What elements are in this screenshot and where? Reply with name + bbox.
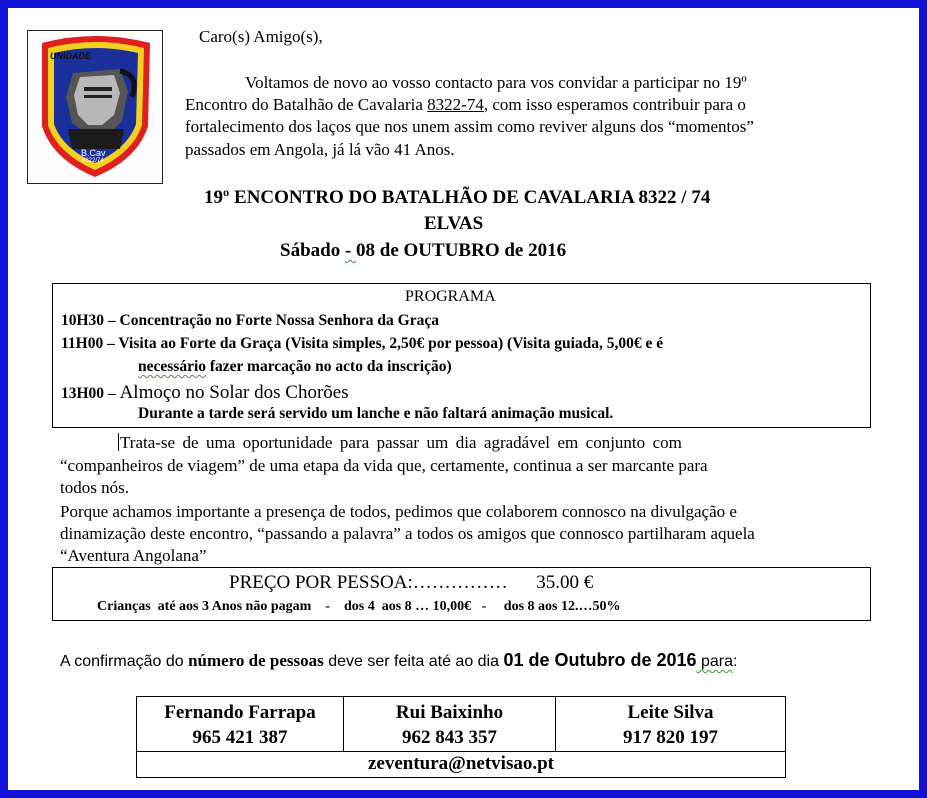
contact-name: Leite Silva <box>627 702 714 723</box>
letter-greeting: Caro(s) Amigo(s), <box>199 27 323 46</box>
program-item-3-sub: Durante a tarde será servido um lanche e não faltará animação musical. <box>138 405 614 422</box>
unit-logo <box>27 30 163 184</box>
confirmation-colon: : <box>732 653 738 670</box>
event-title: 19º ENCONTRO DO BATALHÃO DE CAVALARIA 8322 / 74 <box>204 187 711 208</box>
text-cursor <box>118 433 119 451</box>
price-children: Crianças até aos 3 Anos não pagam - dos 4 aos 8 … 10,00€ - dos 8 aos 12.…50% <box>97 599 621 614</box>
program-item-3 <box>61 382 349 404</box>
contact-cell <box>344 697 556 751</box>
letter-intro-line-3: fortalecimento dos laços que nos unem assim como reviver alguns dos “momentos” <box>185 117 754 136</box>
body-line-1 <box>118 432 682 454</box>
date-rest: 08 de OUTUBRO de 2016 <box>356 240 567 261</box>
date-dash: - <box>344 240 357 261</box>
contacts-table <box>136 696 786 778</box>
price-main: PREÇO POR PESSOA:…………… 35.00 € <box>229 572 594 593</box>
confirmation-part: para <box>696 653 733 670</box>
spell-word: necessário <box>138 358 207 375</box>
letter-intro-line-1: Voltamos de novo ao vosso contacto para vos convidar a participar no 19º <box>245 73 747 92</box>
logo-text-number: 8322/74 <box>82 158 104 164</box>
intro-text: Encontro do Batalhão de Cavalaria <box>185 95 428 114</box>
battalion-number: 8322-74 <box>427 95 484 114</box>
contact-name: Rui Baixinho <box>395 702 504 723</box>
price-box <box>52 567 871 621</box>
letter-intro-line-2 <box>185 94 746 116</box>
contact-cell <box>137 697 344 751</box>
confirmation-date: 01 de Outubro de 2016 <box>503 650 697 670</box>
contact-cell <box>556 697 785 751</box>
intro-text-cont: , com isso esperamos contribuir para o <box>483 95 746 114</box>
body-line-3: todos nós. <box>60 478 129 497</box>
event-date <box>280 240 566 262</box>
confirmation-text <box>60 650 737 671</box>
confirmation-bold: número de pessoas <box>188 651 324 670</box>
program-item-2: 11H00 – Visita ao Forte da Graça (Visita simples, 2,50€ por pessoa) (Visita guiada, 5,00€ e é <box>61 335 664 352</box>
letter-intro-line-4: passados em Angola, já lá vão 41 Anos. <box>185 140 455 159</box>
logo-text-bottom: B.Cav <box>81 148 106 158</box>
program-item-3-text: Almoço no Solar dos Chorões <box>119 382 349 403</box>
program-heading: PROGRAMA <box>405 288 496 305</box>
contacts-divider <box>137 751 785 752</box>
contact-phone: 917 820 197 <box>623 727 718 748</box>
program-item-2-rest: fazer marcação no acto da inscrição) <box>206 358 452 375</box>
body-line-6: “Aventura Angolana” <box>60 546 207 565</box>
contact-email[interactable]: zeventura@netvisao.pt <box>367 753 554 774</box>
program-item-1: 10H30 – Concentração no Forte Nossa Senhora da Graça <box>61 312 439 329</box>
contact-phone: 965 421 387 <box>192 727 288 748</box>
confirmation-part: deve ser feita até ao dia <box>323 653 504 670</box>
body-line-4: Porque achamos importante a presença de todos, pedimos que colaborem connosco na divulgação e <box>60 502 737 521</box>
contact-name: Fernando Farrapa <box>164 702 316 723</box>
body-line-1-text: Trata-se de uma oportunidade para passar um dia agradável em conjunto com <box>120 433 682 452</box>
program-box <box>52 283 871 428</box>
program-item-2-cont <box>138 358 452 376</box>
logo-text-top: UNIDADE <box>50 51 92 61</box>
date-prefix: Sábado <box>280 240 345 261</box>
contact-phone: 962 843 357 <box>402 727 497 748</box>
event-location: ELVAS <box>424 213 484 234</box>
program-item-3-time: 13H00 – <box>61 385 120 402</box>
body-line-5: dinamização deste encontro, “passando a palavra” a todos os amigos que connosco partilharam aquela <box>60 524 755 543</box>
confirmation-part: A confirmação do <box>60 653 189 670</box>
body-line-2: “companheiros de viagem” de uma etapa da vida que, certamente, continua a ser marcante para <box>60 456 708 475</box>
